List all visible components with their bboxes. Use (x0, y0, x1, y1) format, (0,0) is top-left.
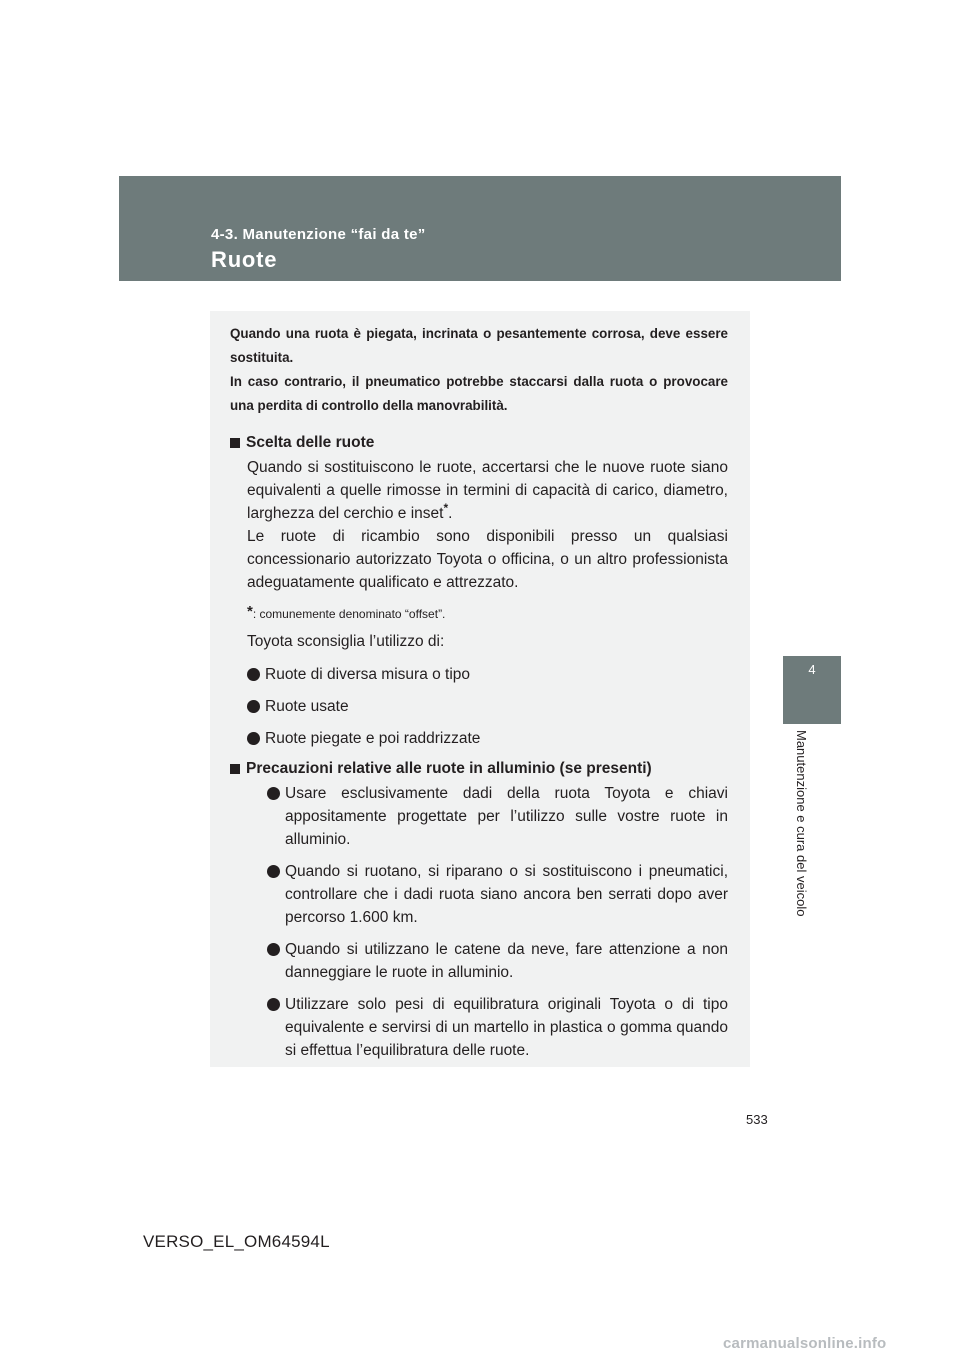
square-bullet-icon (230, 764, 240, 774)
square-bullet-icon (230, 438, 240, 448)
section-heading-wheel-choice (230, 433, 728, 453)
bullet-dot-icon (267, 998, 280, 1011)
bullet-dot-icon (267, 787, 280, 800)
section-label: 4-3. Manutenzione “fai da te” (211, 226, 426, 243)
list-item-text: Ruote di diversa misura o tipo (265, 666, 471, 683)
paragraph-spare-wheels: Le ruote di ricambio sono disponibili presso un qualsiasi concessionario autorizzato Toyota o officina, o un altro professionista adeguatamente qualificato e attrezzato. (247, 528, 728, 591)
chapter-number: 4 (808, 662, 816, 677)
paragraph-equivalence (247, 456, 728, 525)
bullet-dot-icon (267, 865, 280, 878)
list-item (267, 938, 728, 984)
asterisk-mark: * (443, 501, 449, 515)
intro (230, 322, 728, 418)
page-number: 533 (746, 1112, 768, 1127)
section-heading-text: Scelta delle ruote (246, 434, 375, 451)
list-item-text: Usare esclusivamente dadi della ruota Toyota e chiavi appositamente progettate per l’utilizzo sulle vostre ruote in alluminio. (285, 785, 728, 848)
document-code: VERSO_EL_OM64594L (143, 1232, 330, 1251)
list-item (267, 782, 728, 851)
paragraph-end: . (448, 505, 453, 522)
list-item (247, 727, 728, 750)
alloy-precautions-list (267, 782, 728, 1062)
list-item-text: Quando si ruotano, si riparano o si sostituiscono i pneumatici, controllare che i dadi ruota siano ancora ben serrati dopo aver percorso 1.600 km. (285, 863, 728, 926)
list-item (247, 695, 728, 718)
advice-text: Toyota sconsiglia l’utilizzo di: (247, 633, 445, 650)
bullet-dot-icon (267, 943, 280, 956)
list-item-text: Ruote piegate e poi raddrizzate (265, 730, 481, 747)
section-heading-alloy-wheels (230, 759, 728, 779)
paragraph-text: Quando si sostituiscono le ruote, accertarsi che le nuove ruote siano equivalenti a quelle rimosse in termini di capacità di carico, diametro, larghezza del cerchio e inset (247, 459, 728, 522)
page-title: Ruote (211, 247, 278, 272)
list-item (267, 993, 728, 1062)
footnote-text: : comunemente denominato “offset”. (252, 607, 446, 621)
header-band (119, 176, 841, 281)
list-item-text: Quando si utilizzano le catene da neve, fare attenzione a non danneggiare le ruote in alluminio. (285, 941, 728, 981)
footnote (247, 605, 728, 623)
intro-line-2: In caso contrario, il pneumatico potrebbe staccarsi dalla ruota o provocare una perdita di controllo della manovrabilità. (230, 374, 728, 413)
bullet-dot-icon (247, 700, 260, 713)
intro-line-1: Quando una ruota è piegata, incrinata o pesantemente corrosa, deve essere sostituita. (230, 326, 728, 365)
footnote-mark: * (247, 603, 253, 620)
bullet-dot-icon (247, 732, 260, 745)
list-item (247, 663, 728, 686)
list-item (267, 860, 728, 929)
chapter-side-label: Manutenzione e cura del veicolo (794, 730, 809, 917)
list-item-text: Ruote usate (265, 698, 349, 715)
wheel-choice-body (247, 456, 728, 594)
list-item-text: Utilizzare solo pesi di equilibratura originali Toyota o di tipo equivalente e servirsi di un martello in plastica o gomma quando si effettua l’equilibratura delle ruote. (285, 996, 728, 1059)
chapter-tab[interactable] (783, 656, 841, 724)
watermark: carmanualsonline.info (723, 1335, 887, 1352)
bullet-dot-icon (247, 668, 260, 681)
section-heading-text: Precauzioni relative alle ruote in alluminio (se presenti) (246, 760, 652, 777)
discouraged-list (247, 663, 728, 750)
content-box (210, 311, 750, 1067)
